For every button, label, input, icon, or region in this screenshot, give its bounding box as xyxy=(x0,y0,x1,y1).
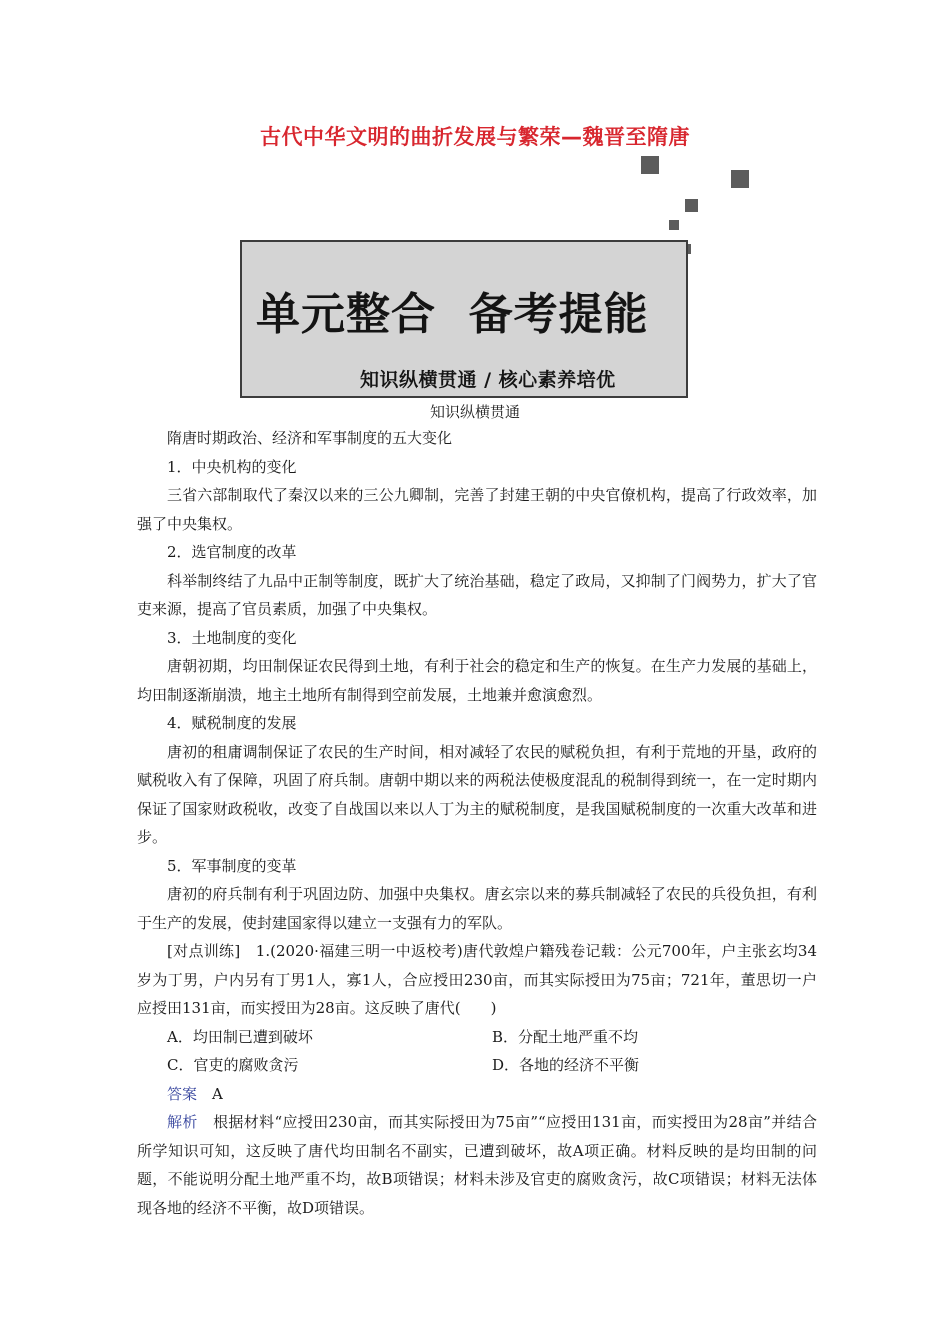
item-text: 唐初的租庸调制保证了农民的生产时间，相对减轻了农民的赋税负担，有利于荒地的开垦，政府的赋税收入有了保障，巩固了府兵制。唐朝中期以来的两税法使极度混乱的税制得到统一，在一定时期内保证了国家财政税收，改变了自战国以来以人丁为主的赋税制度，是我国赋税制度的一次重大改革和进步。 xyxy=(137,742,817,846)
analysis-body: 根据材料“应授田230亩，而其实际授田为75亩”“应授田131亩，而实授田为28亩”并结合所学知识可知，这反映了唐代均田制名不副实，已遭到破坏，故A项正确。材料反映的是均田制的问题，不能说明分配土地严重不均，故B项错误；材料未涉及官吏的腐败贪污，故C项错误；材料无法体现各地的经济不平衡，故D项错误。 xyxy=(137,1113,817,1217)
option-a: A．均田制已遭到破坏 xyxy=(167,1027,313,1046)
answer-label: 答案 xyxy=(167,1084,198,1103)
option-c: C．官吏的腐败贪污 xyxy=(167,1056,299,1074)
decorative-square xyxy=(641,156,659,174)
item-text: 三省六部制取代了秦汉以来的三公九卿制，完善了封建王朝的中央官僚机构，提高了行政效率，加强了中央集权。 xyxy=(137,486,817,533)
exercise-question: [对点训练] 1.(2020·福建三明一中返校考)唐代敦煌户籍残卷记载：公元700年，户主张玄均34岁为丁男，户内另有丁男1人，寡1人，合应授田230亩，而其实际授田为75亩；721年，董思切一户应授田131亩，而实授田为28亩。这反映了唐代( ) xyxy=(137,942,817,1017)
section-title: 知识纵横贯通 xyxy=(429,403,520,421)
option-d: D．各地的经济不平衡 xyxy=(492,1056,640,1074)
item-text: 唐朝初期，均田制保证农民得到土地，有利于社会的稳定和生产的恢复。在生产力发展的基础上，均田制逐渐崩溃，地主土地所有制得到空前发展，土地兼并愈演愈烈。 xyxy=(137,657,817,704)
decorative-square xyxy=(669,220,679,230)
answer-line xyxy=(137,1080,817,1109)
banner-main-title: 单元整合 备考提能 xyxy=(256,289,649,340)
unit-banner xyxy=(240,240,688,398)
item-text: 科举制终结了九品中正制等制度，既扩大了统治基础，稳定了政局，又抑制了门阀势力，扩大了官吏来源，提高了官员素质，加强了中央集权。 xyxy=(137,571,817,618)
decorative-square xyxy=(731,170,749,188)
decorative-square xyxy=(685,199,698,212)
options-row xyxy=(137,1051,817,1080)
item-text: 唐初的府兵制有利于巩固边防、加强中央集权。唐玄宗以来的募兵制减轻了农民的兵役负担，有利于生产的发展，使封建国家得以建立一支强有力的军队。 xyxy=(137,885,817,932)
item-heading: 5．军事制度的变革 xyxy=(167,856,297,875)
analysis-label: 解析 xyxy=(167,1113,198,1131)
intro-text: 隋唐时期政治、经济和军事制度的五大变化 xyxy=(167,429,453,447)
document-title: 古代中华文明的曲折发展与繁荣—魏晋至隋唐 xyxy=(260,125,690,149)
item-heading: 2．选官制度的改革 xyxy=(167,543,297,561)
document-body xyxy=(137,424,817,1222)
option-b: B．分配土地严重不均 xyxy=(492,1027,639,1046)
item-heading: 1．中央机构的变化 xyxy=(167,457,297,476)
item-heading: 4．赋税制度的发展 xyxy=(167,714,297,732)
item-heading: 3．土地制度的变化 xyxy=(167,628,297,647)
answer-value: A xyxy=(212,1084,223,1103)
banner-subtitle: 知识纵横贯通 / 核心素养培优 xyxy=(360,369,616,391)
analysis-text xyxy=(137,1108,817,1222)
options-row xyxy=(137,1023,817,1052)
